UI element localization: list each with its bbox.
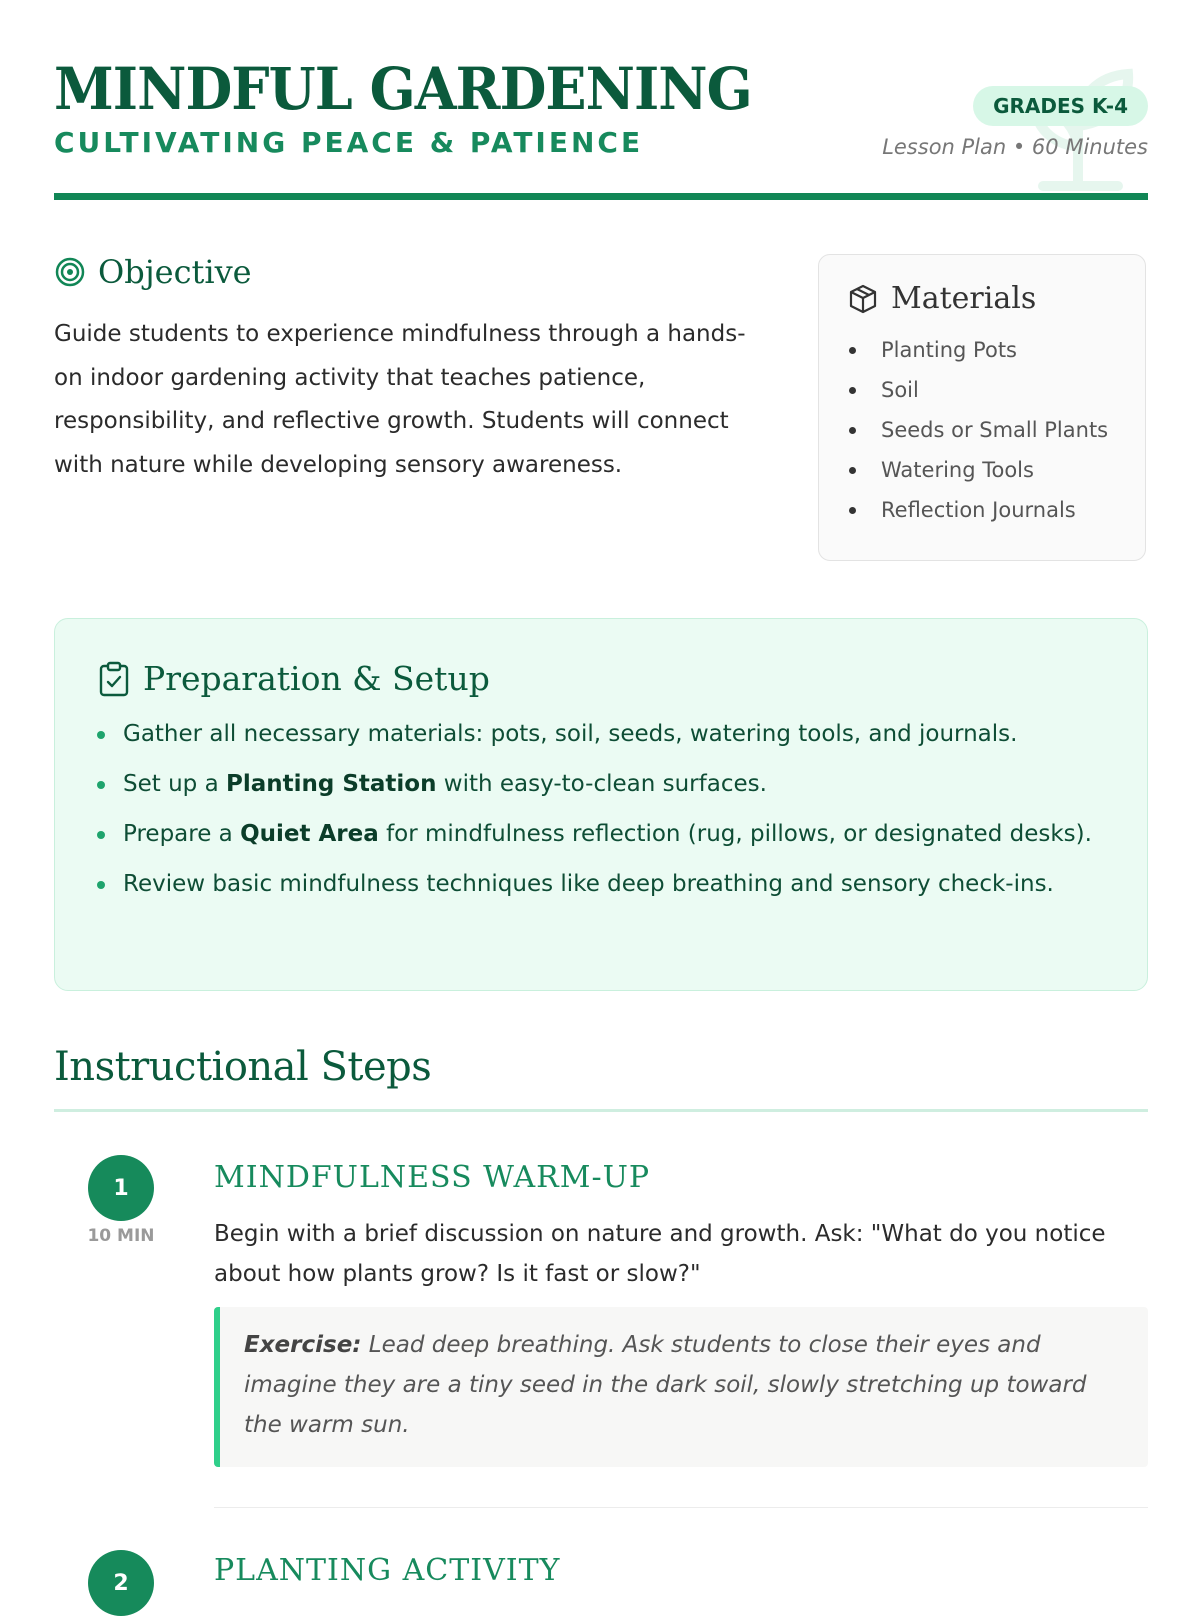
page-title: MINDFUL GARDENING bbox=[54, 55, 752, 123]
sprout-icon bbox=[1018, 56, 1138, 196]
target-icon bbox=[54, 256, 86, 288]
step-title: MINDFULNESS WARM-UP bbox=[214, 1160, 651, 1195]
header-divider bbox=[54, 193, 1148, 200]
preparation-section bbox=[54, 618, 1148, 991]
exercise-callout bbox=[214, 1307, 1148, 1467]
materials-list bbox=[847, 330, 1117, 530]
list-item: Watering Tools bbox=[847, 450, 1117, 490]
list-item: Prepare a Quiet Area for mindfulness reflection (rug, pillows, or designated desks). bbox=[97, 816, 1105, 852]
objective-section bbox=[54, 253, 774, 487]
steps-heading: Instructional Steps bbox=[54, 1044, 432, 1090]
steps-divider bbox=[54, 1109, 1148, 1112]
materials-card bbox=[818, 254, 1146, 561]
list-item: Reflection Journals bbox=[847, 490, 1117, 530]
step-duration: 10 MIN bbox=[87, 1226, 155, 1246]
exercise-label: Exercise: bbox=[244, 1332, 362, 1358]
grade-badge: GRADES K-4 bbox=[973, 86, 1148, 126]
step-number-badge: 1 bbox=[88, 1155, 154, 1221]
list-item: Soil bbox=[847, 370, 1117, 410]
list-item: Planting Pots bbox=[847, 330, 1117, 370]
step-number-badge: 2 bbox=[88, 1550, 154, 1616]
page-subtitle: CULTIVATING PEACE & PATIENCE bbox=[54, 126, 644, 159]
exercise-text: Lead deep breathing. Ask students to close their eyes and imagine they are a tiny seed in the dark soil, slowly stretching up toward the warm sun. bbox=[244, 1332, 1087, 1438]
header bbox=[54, 55, 1148, 159]
step-divider bbox=[214, 1507, 1148, 1508]
preparation-list bbox=[97, 716, 1105, 902]
step-title: PLANTING ACTIVITY bbox=[214, 1553, 561, 1588]
box-icon bbox=[847, 283, 879, 315]
lesson-meta: Lesson Plan • 60 Minutes bbox=[882, 135, 1148, 159]
materials-heading: Materials bbox=[891, 281, 1037, 316]
preparation-heading: Preparation & Setup bbox=[143, 659, 490, 698]
objective-text: Guide students to experience mindfulness through a hands-on indoor gardening activity that teaches patience, responsibility, and reflective growth. Students will connect with nature while developing sensory awareness. bbox=[54, 321, 746, 478]
clipboard-check-icon bbox=[97, 661, 131, 697]
list-item: Gather all necessary materials: pots, soil, seeds, watering tools, and journals. bbox=[97, 716, 1105, 752]
objective-heading: Objective bbox=[98, 253, 252, 291]
list-item: Review basic mindfulness techniques like deep breathing and sensory check-ins. bbox=[97, 866, 1105, 902]
list-item: Seeds or Small Plants bbox=[847, 410, 1117, 450]
step-description: Begin with a brief discussion on nature and growth. Ask: "What do you notice about how plants grow? Is it fast or slow?" bbox=[214, 1221, 1106, 1287]
list-item: Set up a Planting Station with easy-to-clean surfaces. bbox=[97, 766, 1105, 802]
